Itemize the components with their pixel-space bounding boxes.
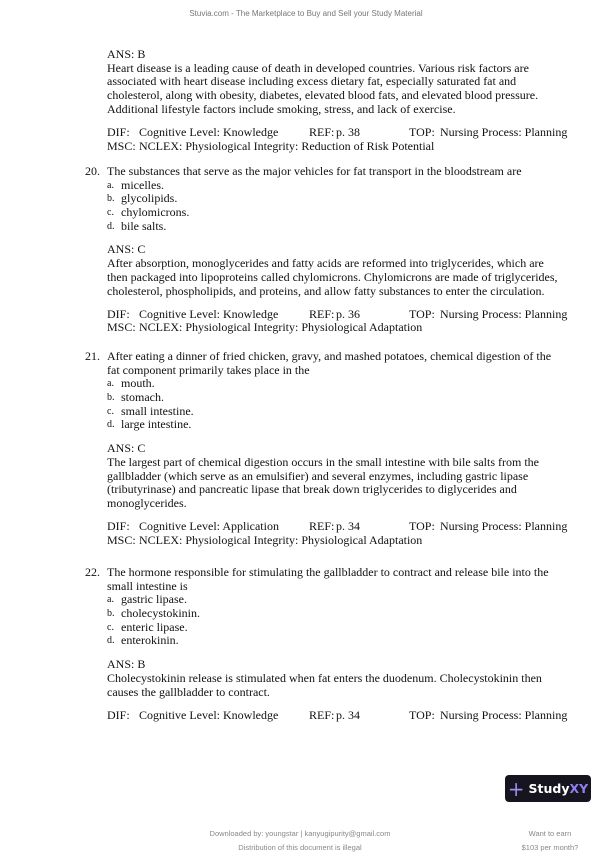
answer: ANS: C — [107, 242, 146, 257]
option-letter: c. — [107, 405, 114, 417]
option-letter: b. — [107, 608, 115, 620]
option-letter: a. — [107, 378, 114, 390]
top-label: TOP: — [409, 124, 435, 139]
question-stem: fat component primarily takes place in the — [107, 362, 310, 377]
question-22 — [85, 565, 568, 722]
rationale-line: then packaged into lipoproteins called chylomicrons. Chylomicrons are made of triglycerides, — [107, 269, 558, 284]
rationale-line: After absorption, monoglycerides and fatty acids are reformed into triglycerides, which are — [107, 256, 544, 271]
option-b[interactable] — [107, 607, 567, 621]
option-text: chylomicrons. — [121, 205, 190, 220]
plus-icon: + — [507, 776, 525, 801]
option-d[interactable] — [107, 220, 567, 234]
question-21 — [85, 349, 568, 547]
earn-line-2: $103 per month? — [521, 843, 579, 852]
meta-row — [107, 709, 567, 723]
msc-row — [107, 321, 567, 335]
reference: p. 38 — [336, 124, 360, 139]
badge-name: Study — [528, 781, 570, 796]
option-letter: c. — [107, 621, 114, 633]
rationale-line: The largest part of chemical digestion occurs in the small intestine with bile salts from the — [107, 454, 539, 469]
option-letter: c. — [107, 207, 114, 219]
meta-row — [107, 308, 567, 322]
option-text: enterokinin. — [121, 633, 179, 648]
option-b[interactable] — [107, 391, 567, 405]
topic: Nursing Process: Planning — [440, 124, 568, 139]
reference: p. 34 — [336, 519, 360, 534]
msc-label: MSC: — [107, 138, 136, 153]
difficulty: Cognitive Level: Knowledge — [139, 306, 279, 321]
question-number: 22. — [85, 565, 100, 579]
option-d[interactable] — [107, 634, 567, 648]
dif-label: DIF: — [107, 707, 130, 722]
ref-label: REF: — [309, 519, 335, 534]
answer: ANS: B — [107, 47, 146, 61]
option-letter: d. — [107, 419, 115, 431]
option-text: bile salts. — [121, 218, 167, 233]
ref-label: REF: — [309, 306, 335, 321]
rationale-line: cholesterol, phospholipids, and proteins, and allow fatty substances to enter the circulation. — [107, 283, 545, 298]
option-d[interactable] — [107, 418, 567, 432]
earn-promo[interactable] — [500, 827, 600, 855]
option-c[interactable] — [107, 405, 567, 419]
msc-row — [107, 140, 567, 154]
meta-row — [107, 126, 567, 140]
difficulty: Cognitive Level: Application — [139, 519, 279, 534]
question-number: 20. — [85, 164, 100, 178]
reference: p. 34 — [336, 707, 360, 722]
rationale-line: cholesterol, along with obesity, diabetes, elevated blood fats, and elevated blood pressure. — [107, 88, 539, 103]
question-stem: The substances that serve as the major vehicles for fat transport in the bloodstream are — [107, 164, 522, 178]
option-text: enteric lipase. — [121, 619, 188, 634]
option-c[interactable] — [107, 621, 567, 635]
difficulty: Cognitive Level: Knowledge — [139, 124, 279, 139]
ref-label: REF: — [309, 707, 335, 722]
msc-row — [107, 534, 567, 548]
rationale-line: causes the gallbladder to contract. — [107, 684, 270, 699]
option-letter: d. — [107, 220, 115, 232]
ref-label: REF: — [309, 124, 335, 139]
question-number: 21. — [85, 349, 100, 363]
distribution-notice: Distribution of this document is illegal — [238, 843, 362, 852]
rationale-line: associated with heart disease including excess dietary fat, especially saturated fat and — [107, 74, 517, 89]
rationale-line: monoglycerides. — [107, 495, 187, 510]
option-letter: d. — [107, 635, 115, 647]
downloaded-by: Downloaded by: youngstar | kanyugipurity@gmail.com — [209, 829, 391, 838]
answer: ANS: B — [107, 657, 146, 672]
msc-label: MSC: — [107, 320, 136, 335]
option-text: gastric lipase. — [121, 592, 187, 607]
msc-label: MSC: — [107, 532, 136, 547]
msc-value: NCLEX: Physiological Integrity: Physiological Adaptation — [139, 320, 423, 335]
question-stem: small intestine is — [107, 578, 188, 593]
answer: ANS: C — [107, 441, 146, 456]
rationale-line: Cholecystokinin release is stimulated when fat enters the duodenum. Cholecystokinin then — [107, 670, 542, 685]
studyxy-badge[interactable] — [505, 775, 591, 802]
msc-value: NCLEX: Physiological Integrity: Physiological Adaptation — [139, 532, 423, 547]
option-letter: a. — [107, 179, 114, 191]
dif-label: DIF: — [107, 519, 130, 534]
rationale-line: Additional lifestyle factors include smoking, stress, and lack of exercise. — [107, 101, 456, 116]
option-c[interactable] — [107, 206, 567, 220]
option-a[interactable] — [107, 179, 567, 193]
option-text: small intestine. — [121, 403, 194, 418]
dif-label: DIF: — [107, 124, 130, 139]
msc-value: NCLEX: Physiological Integrity: Reduction of Risk Potential — [139, 138, 435, 153]
dif-label: DIF: — [107, 306, 130, 321]
option-text: micelles. — [121, 177, 164, 192]
option-b[interactable] — [107, 192, 567, 206]
top-label: TOP: — [409, 306, 435, 321]
top-label: TOP: — [409, 519, 435, 534]
badge-accent: XY — [569, 781, 589, 796]
difficulty: Cognitive Level: Knowledge — [139, 707, 279, 722]
earn-line-1: Want to earn — [528, 829, 572, 838]
option-a[interactable] — [107, 593, 567, 607]
option-text: cholecystokinin. — [121, 606, 200, 621]
topic: Nursing Process: Planning — [440, 519, 568, 534]
answer-block-19 — [107, 48, 567, 153]
question-20 — [85, 164, 568, 335]
reference: p. 36 — [336, 306, 360, 321]
rationale-line: Heart disease is a leading cause of death in developed countries. Various risk factors are — [107, 60, 529, 75]
option-letter: b. — [107, 193, 115, 205]
page-header: Stuvia.com - The Marketplace to Buy and Sell your Study Material — [189, 9, 423, 18]
option-text: mouth. — [121, 376, 155, 391]
option-letter: b. — [107, 392, 115, 404]
option-text: stomach. — [121, 390, 164, 405]
option-a[interactable] — [107, 377, 567, 391]
option-letter: a. — [107, 594, 114, 606]
download-footer — [180, 827, 420, 855]
topic: Nursing Process: Planning — [440, 707, 568, 722]
rationale-line: (tributyrinase) and pancreatic lipase that break down triglycerides to diglycerides and — [107, 482, 517, 497]
option-text: large intestine. — [121, 417, 192, 432]
question-stem: The hormone responsible for stimulating the gallbladder to contract and release bile into the — [107, 565, 549, 579]
topic: Nursing Process: Planning — [440, 306, 568, 321]
option-text: glycolipids. — [121, 191, 178, 206]
meta-row — [107, 520, 567, 534]
rationale-line: gallbladder (which serve as an emulsifier) and several enzymes, including gastric lipase — [107, 468, 529, 483]
top-label: TOP: — [409, 707, 435, 722]
question-stem: After eating a dinner of fried chicken, gravy, and mashed potatoes, chemical digestion of the — [107, 349, 552, 363]
